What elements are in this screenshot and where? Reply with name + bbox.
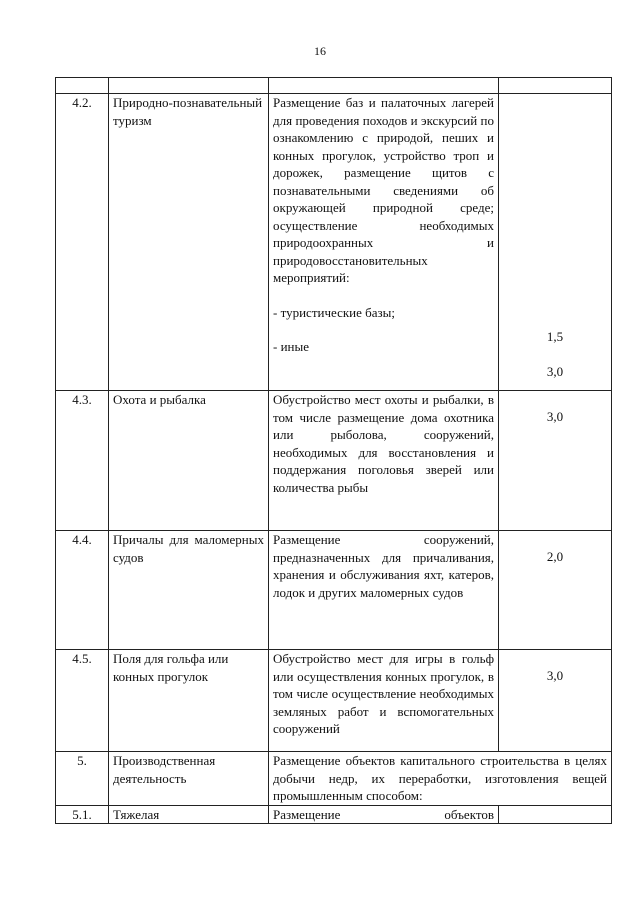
spacer	[503, 94, 607, 328]
row-coefficient	[499, 531, 612, 650]
row-number: 5.1.	[56, 805, 109, 824]
row-description-text: Размещение сооружений, предназначенных для причаливания, хранения и обслуживания яхт, катеров, лодок и других маломерных судов	[273, 532, 494, 600]
spacer	[503, 391, 607, 408]
row-description-text: Размещение объектов	[273, 806, 494, 822]
header-cell	[499, 78, 612, 94]
table-header-row	[56, 78, 612, 94]
row-description-text: Обустройство мест охоты и рыбалки, в том числе размещение дома охотника или рыболова, сооружений, необходимых для восстановления и поддержания поголовья зверей или количества рыбы	[273, 392, 494, 495]
row-coefficient	[499, 94, 612, 391]
row-description-text: Обустройство мест для игры в гольф или осуществления конных прогулок, в том числе осуществление необходимых земляных работ и вспомогательных сооружений	[273, 651, 494, 736]
row-name-text: Причалы для маломерных судов	[113, 532, 264, 565]
coef-value: 2,0	[546, 549, 564, 564]
row-description	[269, 752, 612, 806]
row-name-text: Природно-познавательный туризм	[113, 95, 263, 128]
spacer	[273, 287, 494, 304]
row-name-text: Тяжелая	[113, 806, 160, 822]
spacer	[503, 346, 607, 363]
row-description	[269, 94, 499, 391]
row-name	[109, 650, 269, 752]
row-name	[109, 531, 269, 650]
row-coefficient	[499, 805, 612, 824]
header-cell	[109, 78, 269, 94]
table-row	[56, 752, 612, 806]
row-name-text: Поля для гольфа или конных прогулок	[113, 651, 229, 684]
header-cell	[56, 78, 109, 94]
row-description-text: Размещение объектов капитального строительства в целях добычи недр, их переработки, изготовления вещей промышленным способом:	[273, 753, 607, 803]
coef-value: 3,0	[546, 668, 564, 683]
row-description	[269, 650, 499, 752]
table-row	[56, 650, 612, 752]
header-cell	[269, 78, 499, 94]
row-name	[109, 805, 269, 824]
coef-value: 3,0	[546, 409, 564, 424]
row-number: 5.	[56, 752, 109, 806]
row-name	[109, 94, 269, 391]
table-row	[56, 94, 612, 391]
sub-item-label: - туристические базы;	[273, 304, 396, 320]
row-name	[109, 391, 269, 531]
spacer	[503, 650, 607, 667]
table-row	[56, 391, 612, 531]
row-name-text: Производственная деятельность	[113, 753, 216, 786]
row-name	[109, 752, 269, 806]
land-use-table	[55, 77, 612, 824]
sub-item-coef: 3,0	[546, 363, 564, 379]
spacer	[503, 531, 607, 548]
sub-item-label: - иные	[273, 339, 309, 354]
row-number: 4.3.	[56, 391, 109, 531]
row-number: 4.2.	[56, 94, 109, 391]
spacer	[273, 321, 494, 338]
table-row	[56, 531, 612, 650]
row-description	[269, 531, 499, 650]
sub-item-coef: 1,5	[546, 329, 564, 344]
row-coefficient	[499, 391, 612, 531]
row-description	[269, 805, 499, 824]
row-description	[269, 391, 499, 531]
row-number: 4.4.	[56, 531, 109, 650]
row-name-text: Охота и рыбалка	[113, 392, 206, 407]
row-description-text: Размещение баз и палаточных лагерей для проведения походов и экскурсий по ознакомлению с природой, пеших и конных прогулок, устройство троп и дорожек, размещение щитов с познавательными сведениями об окружающей природной среде; осуществление необходимых природоохранных и природовосстановительных мероприятий:	[273, 95, 494, 285]
table-row	[56, 805, 612, 824]
page-number: 16	[314, 44, 326, 58]
row-number: 4.5.	[56, 650, 109, 752]
row-coefficient	[499, 650, 612, 752]
